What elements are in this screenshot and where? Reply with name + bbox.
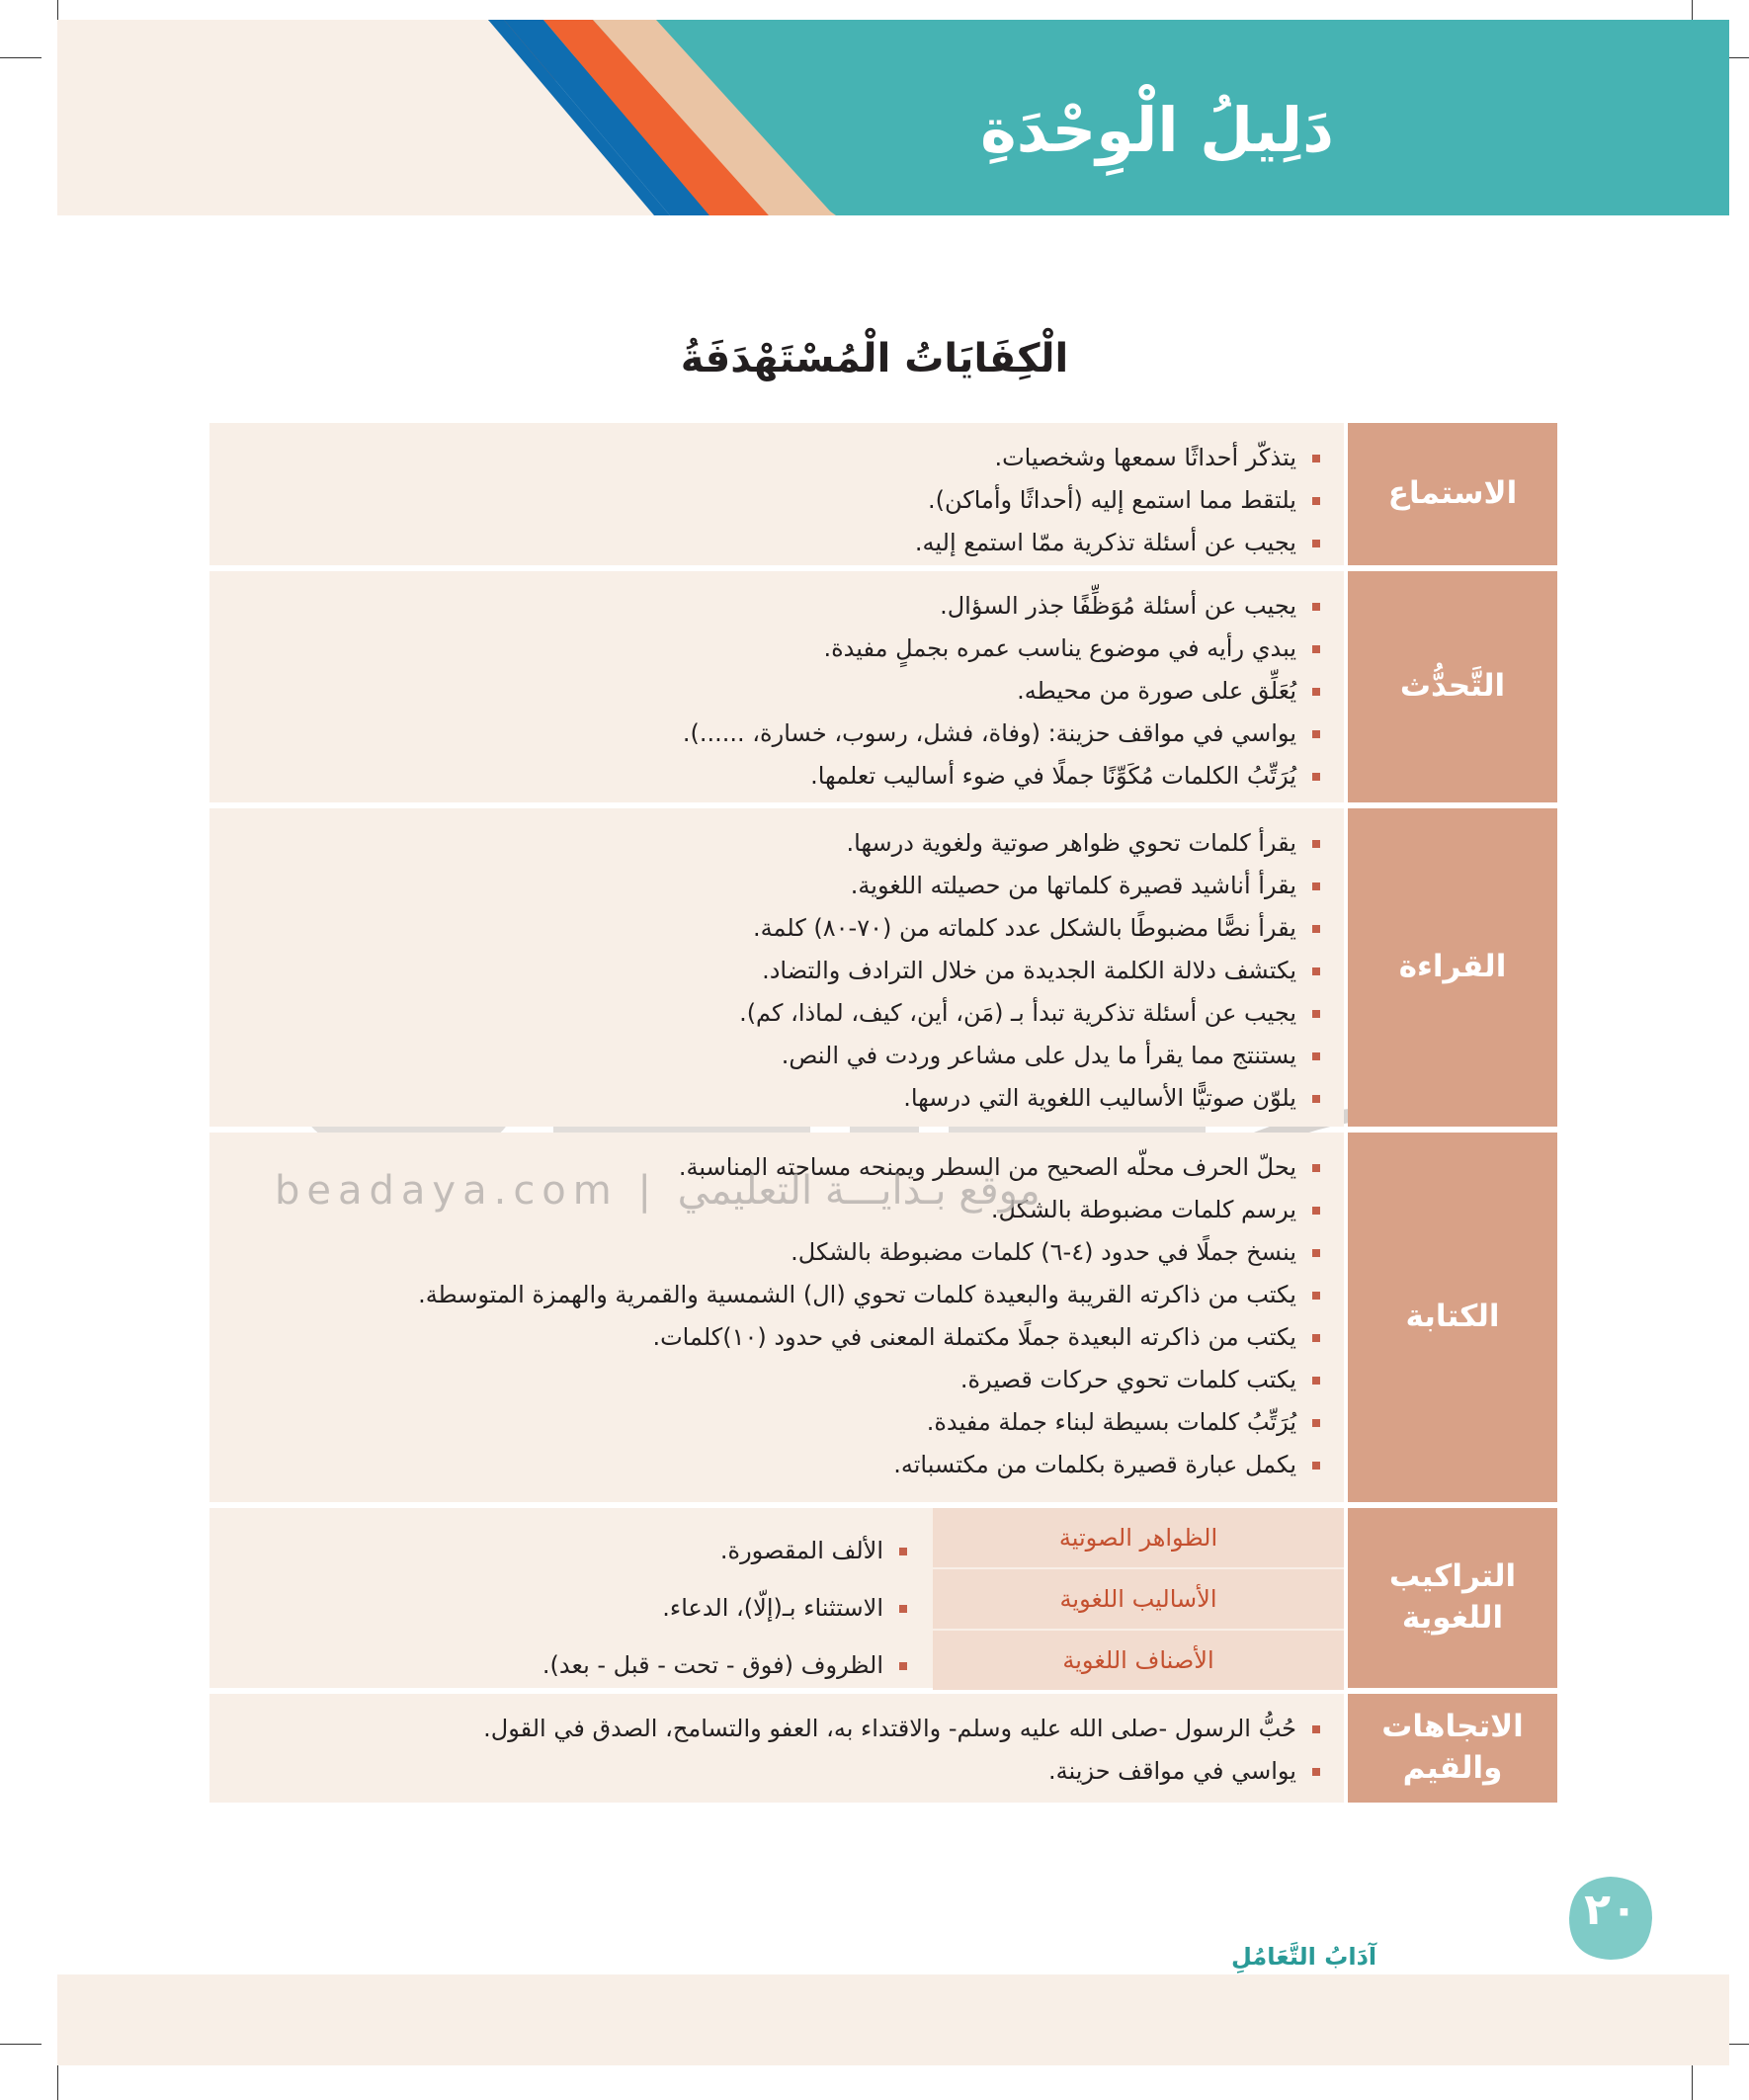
table-row-listening bbox=[209, 423, 1557, 565]
item-list bbox=[915, 437, 1322, 564]
row-body bbox=[209, 423, 1344, 565]
list-item: يقرأ كلمات تحوي ظواهر صوتية ولغوية درسها. bbox=[739, 822, 1322, 865]
item-list bbox=[542, 1522, 909, 1694]
row-label: القراءة bbox=[1348, 808, 1557, 1127]
header-decoration bbox=[57, 20, 1729, 215]
crop-mark bbox=[0, 2044, 42, 2045]
list-item: الألف المقصورة. bbox=[542, 1522, 909, 1579]
list-item: يُرَتِّبُ الكلمات مُكَوِّنًا جملًا في ضوء أساليب تعلمها. bbox=[683, 755, 1322, 798]
unit-title: دَلِيلُ الْوِحْدَةِ bbox=[980, 94, 1334, 166]
table-row-reading bbox=[209, 808, 1557, 1127]
crop-mark bbox=[0, 57, 42, 58]
list-item: يُرَتِّبُ كلمات بسيطة لبناء جملة مفيدة. bbox=[418, 1401, 1322, 1444]
list-item: يكمل عبارة قصيرة بكلمات من مكتسباته. bbox=[418, 1444, 1322, 1486]
sub-category-phonetic: الظواهر الصوتية bbox=[933, 1508, 1344, 1567]
list-item: يجيب عن أسئلة تذكرية تبدأ بـ (مَن، أين، كيف، لماذا، كم). bbox=[739, 992, 1322, 1035]
row-label: التراكيب اللغوية bbox=[1348, 1508, 1557, 1688]
sub-categories bbox=[933, 1508, 1344, 1688]
table-row-syntax bbox=[209, 1508, 1557, 1688]
list-item: حُبُّ الرسول -صلى الله عليه وسلم- والاقتداء به، العفو والتسامح، الصدق في القول. bbox=[483, 1708, 1322, 1750]
list-item: يتذكّر أحداثًا سمعها وشخصيات. bbox=[915, 437, 1322, 479]
watermark-text: beadaya.com | موقع بـدايـــة التعليمي bbox=[275, 1168, 1041, 1214]
list-item: يلوّن صوتيًّا الأساليب اللغوية التي درسها. bbox=[739, 1077, 1322, 1120]
row-body bbox=[209, 571, 1344, 802]
list-item: يواسي في مواقف حزينة: (وفاة، فشل، رسوب، خسارة، ......). bbox=[683, 713, 1322, 755]
header-band bbox=[57, 20, 1729, 215]
list-item: يُعَلِّق على صورة من محيطه. bbox=[683, 670, 1322, 713]
item-list bbox=[483, 1708, 1322, 1793]
row-label: الاستماع bbox=[1348, 423, 1557, 565]
list-item: الاستثناء بـ(إلّا)، الدعاء. bbox=[542, 1579, 909, 1637]
list-item: يجيب عن أسئلة تذكرية ممّا استمع إليه. bbox=[915, 522, 1322, 564]
list-item: يقرأ نصًّا مضبوطًا بالشكل عدد كلماته من (٧٠-٨٠) كلمة. bbox=[739, 907, 1322, 950]
row-body bbox=[209, 1694, 1344, 1803]
row-label: الكتابة bbox=[1348, 1133, 1557, 1502]
row-label: الاتجاهات والقيم bbox=[1348, 1694, 1557, 1803]
list-item: يرسم كلمات مضبوطة بالشكل. bbox=[418, 1189, 1322, 1231]
list-item: يكتب كلمات تحوي حركات قصيرة. bbox=[418, 1359, 1322, 1401]
row-body bbox=[209, 808, 1344, 1127]
row-body bbox=[209, 1508, 1344, 1688]
list-item: يكتشف دلالة الكلمة الجديدة من خلال الترادف والتضاد. bbox=[739, 950, 1322, 992]
footer-band bbox=[57, 1974, 1729, 2065]
item-list bbox=[739, 822, 1322, 1120]
list-item: يستنتج مما يقرأ ما يدل على مشاعر وردت في النص. bbox=[739, 1035, 1322, 1077]
list-item: يحلّ الحرف محلّه الصحيح من السطر ويمنحه مساحته المناسبة. bbox=[418, 1146, 1322, 1189]
list-item: الظروف (فوق - تحت - قبل - بعد). bbox=[542, 1637, 909, 1694]
sub-category-styles: الأساليب اللغوية bbox=[933, 1569, 1344, 1629]
item-list bbox=[683, 585, 1322, 798]
list-item: يقرأ أناشيد قصيرة كلماتها من حصيلته اللغوية. bbox=[739, 865, 1322, 907]
book-title: آدَابُ التَّعَامُلِ bbox=[1231, 1943, 1377, 1971]
list-item: ينسخ جملًا في حدود (٤-٦) كلمات مضبوطة بالشكل. bbox=[418, 1231, 1322, 1274]
list-item: يواسي في مواقف حزينة. bbox=[483, 1750, 1322, 1793]
list-item: يبدي رأيه في موضوع يناسب عمره بجملٍ مفيدة. bbox=[683, 628, 1322, 670]
row-label: التَّحدُّث bbox=[1348, 571, 1557, 802]
page-number: ٢٠ bbox=[1584, 1885, 1637, 1935]
list-item: يلتقط مما استمع إليه (أحداثًا وأماكن). bbox=[915, 479, 1322, 522]
table-row-values bbox=[209, 1694, 1557, 1803]
list-item: يكتب من ذاكرته البعيدة جملًا مكتملة المعنى في حدود (١٠)كلمات. bbox=[418, 1316, 1322, 1359]
table-row-speaking bbox=[209, 571, 1557, 802]
list-item: يكتب من ذاكرته القريبة والبعيدة كلمات تحوي (ال) الشمسية والقمرية والهمزة المتوسطة. bbox=[418, 1274, 1322, 1316]
sub-category-types: الأصناف اللغوية bbox=[933, 1631, 1344, 1690]
section-title: الْكِفَايَاتُ الْمُسْتَهْدَفَةُ bbox=[680, 336, 1069, 381]
list-item: يجيب عن أسئلة مُوَظِّفًا جذر السؤال. bbox=[683, 585, 1322, 628]
